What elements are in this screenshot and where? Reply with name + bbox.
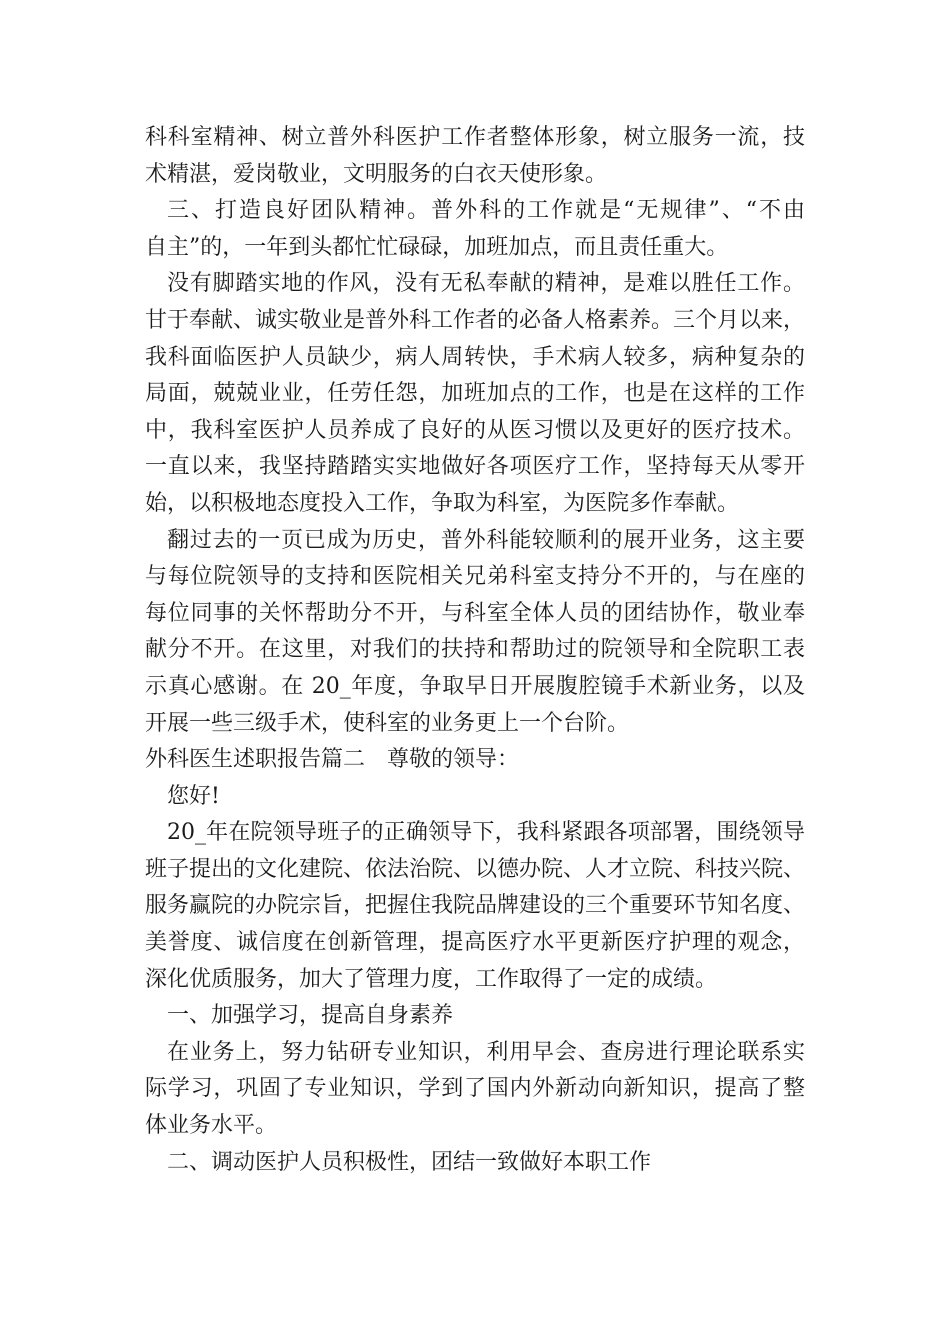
text-line: 局面，兢兢业业，任劳任怨，加班加点的工作，也是在这样的工作 <box>145 381 805 407</box>
text-line: 中，我科室医护人员养成了良好的从医习惯以及更好的医疗技术。 <box>145 417 805 443</box>
text-line: 一、加强学习，提高自身素养 <box>167 1003 454 1029</box>
text-line: 一直以来，我坚持踏踏实实地做好各项医疗工作，坚持每天从零开 <box>145 454 805 480</box>
text-line: 外科医生述职报告篇二 尊敬的领导： <box>145 747 520 773</box>
text-line: 示真心感谢。在 20_年度，争取早日开展腹腔镜手术新业务，以及 <box>145 673 805 699</box>
text-line: 术精湛，爱岗敬业，文明服务的白衣天使形象。 <box>145 161 608 187</box>
text-line: 甘于奉献、诚实敬业是普外科工作者的必备人格素养。三个月以来， <box>145 307 806 333</box>
text-line: 体业务水平。 <box>145 1113 278 1139</box>
text-line: 每位同事的关怀帮助分不开，与科室全体人员的团结协作，敬业奉 <box>145 600 805 626</box>
text-line: 美誉度、诚信度在创新管理，提高医疗水平更新医疗护理的观念， <box>145 930 805 956</box>
document-body <box>145 120 805 1181</box>
text-line: 自主”的，一年到头都忙忙碌碌，加班加点，而且责任重大。 <box>145 234 729 260</box>
text-line: 三、打造良好团队精神。普外科的工作就是“无规律”、“不由 <box>167 198 805 224</box>
text-line: 与每位院领导的支持和医院相关兄弟科室支持分不开的，与在座的 <box>145 564 805 590</box>
text-line: 献分不开。在这里，对我们的扶持和帮助过的院领导和全院职工表 <box>145 637 805 663</box>
text-line: 您好! <box>167 783 220 809</box>
text-line: 班子提出的文化建院、依法治院、以德办院、人才立院、科技兴院、 <box>145 856 806 882</box>
text-line: 我科面临医护人员缺少，病人周转快，手术病人较多，病种复杂的 <box>145 344 805 370</box>
text-line: 深化优质服务，加大了管理力度，工作取得了一定的成绩。 <box>145 966 718 992</box>
text-line: 际学习，巩固了专业知识，学到了国内外新动向新知识，提高了整 <box>145 1076 805 1102</box>
text-line: 二、调动医护人员积极性，团结一致做好本职工作 <box>167 1149 652 1175</box>
text-line: 20_年在院领导班子的正确领导下，我科紧跟各项部署，围绕领导 <box>167 820 805 846</box>
text-line: 服务赢院的办院宗旨，把握住我院品牌建设的三个重要环节知名度、 <box>145 893 806 919</box>
text-line: 在业务上，努力钻研专业知识，利用早会、查房进行理论联系实 <box>167 1039 805 1065</box>
text-line: 科科室精神、树立普外科医护工作者整体形象，树立服务一流，技 <box>145 125 805 150</box>
text-line: 翻过去的一页已成为历史，普外科能较顺利的展开业务，这主要 <box>167 527 805 553</box>
text-line: 始，以积极地态度投入工作，争取为科室，为医院多作奉献。 <box>145 490 740 516</box>
text-line: 开展一些三级手术，使科室的业务更上一个台阶。 <box>145 710 630 736</box>
text-line: 没有脚踏实地的作风，没有无私奉献的精神，是难以胜任工作。 <box>167 271 805 297</box>
